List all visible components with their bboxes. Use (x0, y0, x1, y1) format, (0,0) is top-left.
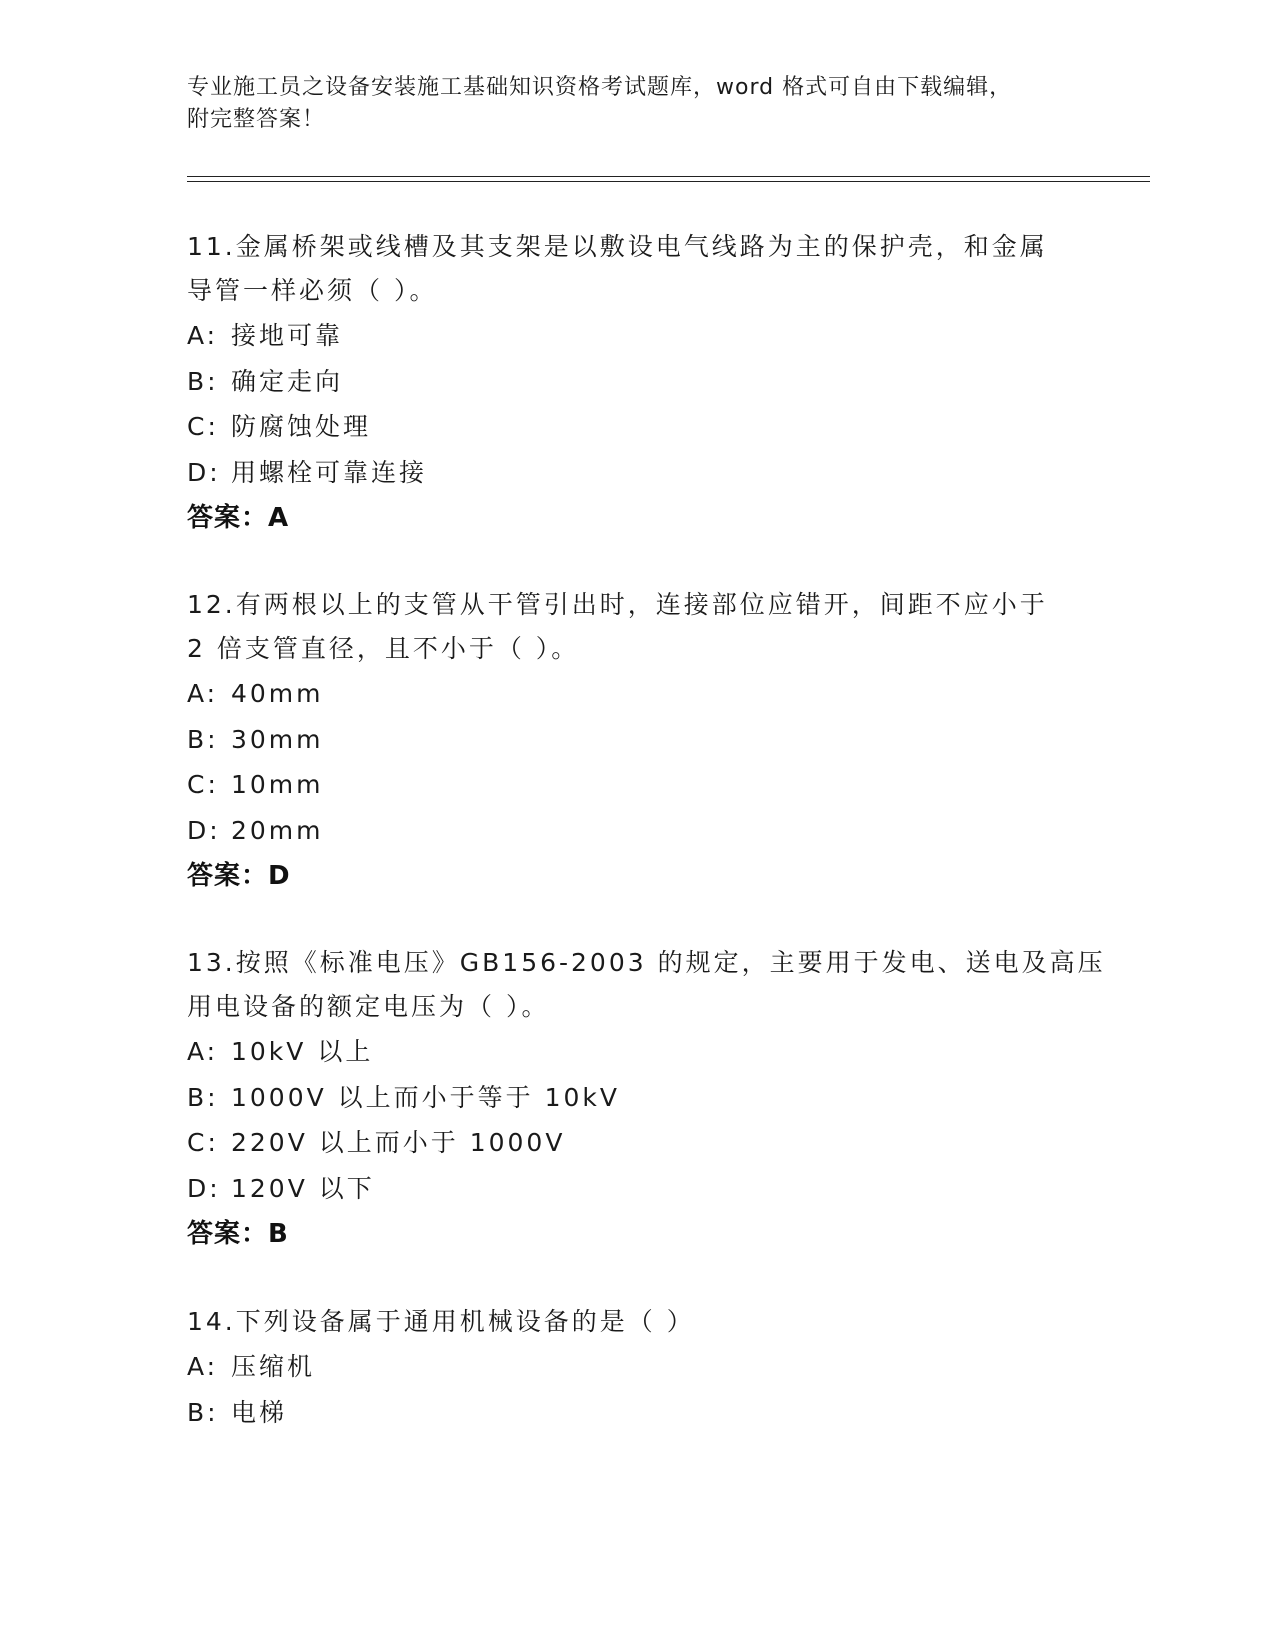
option-letter: B: (187, 1397, 219, 1427)
option-text: 10mm (231, 770, 324, 799)
question-stem-line-1: 11.金属桥架或线槽及其支架是以敷设电气线路为主的保护壳，和金属 (187, 232, 1048, 261)
question-13 (187, 941, 1147, 1257)
question-14 (187, 1300, 1147, 1435)
option-text: 30mm (231, 724, 324, 754)
option-text: 220V 以上而小于 1000V (231, 1128, 566, 1157)
option-text: 120V 以下 (231, 1173, 375, 1203)
option-d (187, 808, 1147, 854)
answer-line: 答案：D (187, 861, 291, 891)
question-stem (187, 941, 1147, 1029)
question-11 (187, 225, 1147, 541)
option-c (187, 762, 1147, 808)
option-b (187, 1075, 1147, 1121)
option-text: 10kV 以上 (231, 1037, 374, 1066)
answer-line: 答案：B (187, 1219, 289, 1249)
question-stem-line-2: 导管一样必须（ ）。 (187, 276, 438, 305)
option-text: 用螺栓可靠连接 (231, 457, 428, 487)
question-12 (187, 583, 1147, 899)
option-d (187, 1166, 1147, 1212)
option-letter: D: (187, 457, 221, 487)
question-stem (187, 583, 1147, 671)
option-b (187, 359, 1147, 405)
question-stem-line-2: 2 倍支管直径，且不小于（ ）。 (187, 634, 580, 663)
option-d (187, 450, 1147, 496)
option-letter: C: (187, 1128, 219, 1157)
option-a (187, 1344, 1147, 1390)
question-stem (187, 1300, 1147, 1344)
option-letter: C: (187, 770, 219, 799)
question-stem (187, 225, 1147, 313)
option-letter: A: (187, 679, 219, 708)
option-a (187, 313, 1147, 359)
option-c (187, 1120, 1147, 1166)
option-c (187, 404, 1147, 450)
question-stem-line-1: 13.按照《标准电压》GB156-2003 的规定，主要用于发电、送电及高压 (187, 948, 1106, 977)
option-letter: B: (187, 724, 219, 754)
option-text: 确定走向 (231, 366, 344, 396)
header-divider-top (187, 176, 1150, 177)
option-letter: B: (187, 366, 219, 396)
question-stem-line-2: 用电设备的额定电压为（ ）。 (187, 992, 550, 1021)
option-text: 电梯 (231, 1397, 288, 1427)
option-a (187, 1029, 1147, 1075)
option-letter: B: (187, 1082, 219, 1112)
option-text: 1000V 以上而小于等于 10kV (231, 1082, 621, 1112)
header-line-2: 附完整答案！ (187, 107, 326, 132)
header-divider-bottom (187, 181, 1150, 182)
option-text: 接地可靠 (231, 321, 344, 350)
header-line-1: 专业施工员之设备安装施工基础知识资格考试题库，word 格式可自由下载编辑， (187, 75, 1013, 100)
option-letter: A: (187, 1352, 219, 1381)
option-letter: D: (187, 815, 221, 845)
option-letter: A: (187, 1037, 219, 1066)
option-a (187, 671, 1147, 717)
option-b (187, 717, 1147, 763)
option-letter: C: (187, 412, 219, 441)
answer-line: 答案：A (187, 503, 290, 533)
option-text: 40mm (231, 679, 324, 708)
question-stem-line-1: 14.下列设备属于通用机械设备的是（ ） (187, 1307, 695, 1336)
option-text: 防腐蚀处理 (231, 412, 372, 441)
option-letter: D: (187, 1173, 221, 1203)
document-header (187, 72, 1147, 136)
option-letter: A: (187, 321, 219, 350)
option-text: 20mm (231, 815, 324, 845)
option-b (187, 1390, 1147, 1436)
option-text: 压缩机 (231, 1352, 316, 1381)
question-stem-line-1: 12.有两根以上的支管从干管引出时，连接部位应错开，间距不应小于 (187, 590, 1048, 619)
